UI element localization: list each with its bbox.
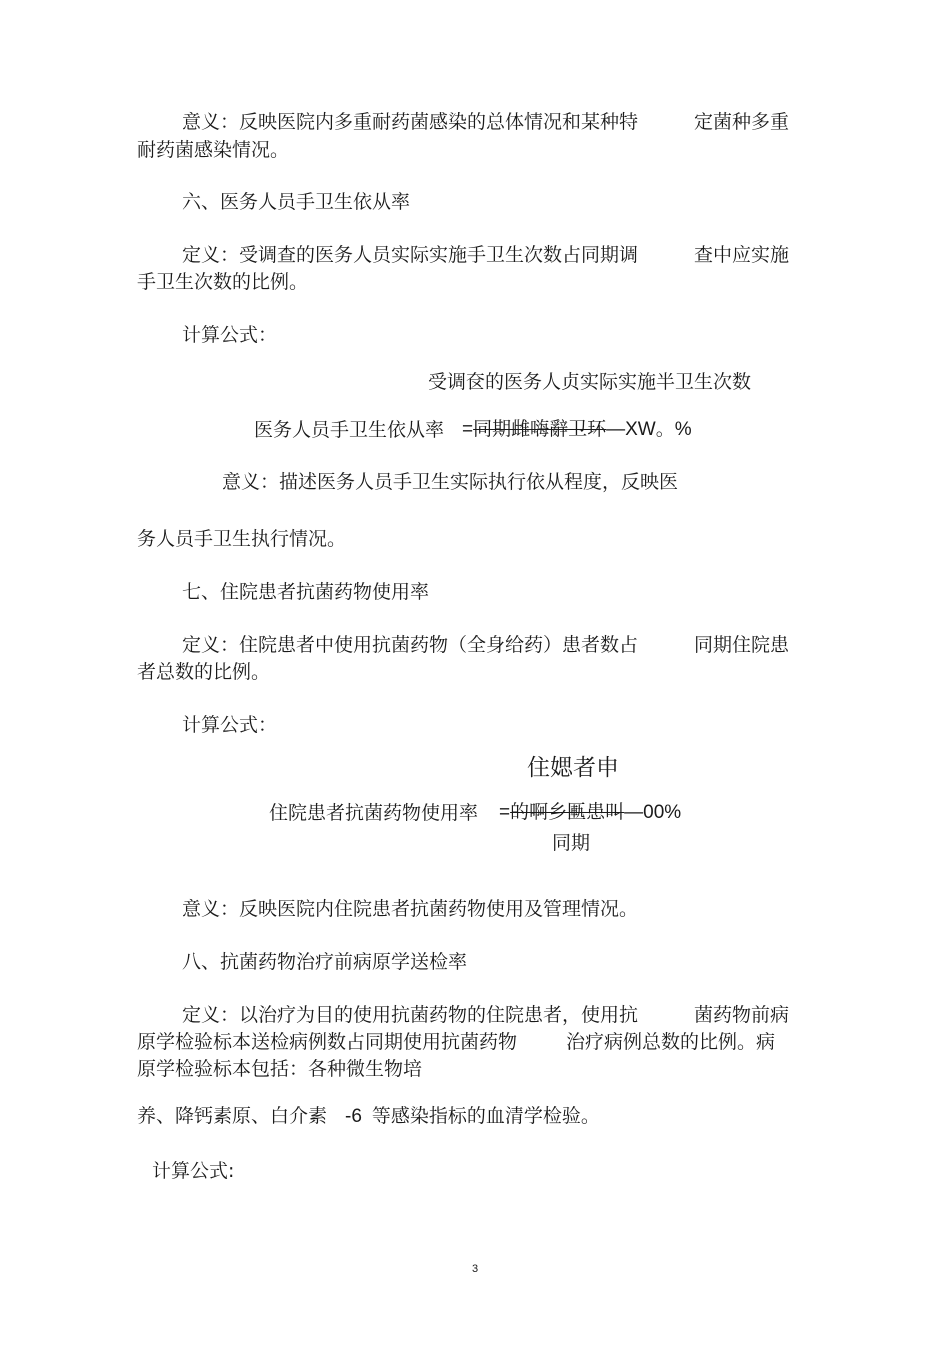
meaning-antibiotic-use: 意义：反映医院内住院患者抗菌药物使用及管理情况。 [182, 898, 639, 920]
heading-hand-hygiene: 六、医务人员手卫生依从率 [182, 191, 411, 213]
formula-numerator-antibiotic-use: 住媤者申 [527, 755, 619, 781]
definition-pathogen-line1-tail: 菌药物前病 [694, 1004, 790, 1026]
formula-label-hand-hygiene: 计算公式： [182, 324, 278, 346]
definition-pathogen-line4-part1: 养、降钙素原、白介素 [137, 1105, 328, 1127]
definition-antibiotic-use-line2: 者总数的比例。 [137, 661, 271, 683]
page-number: 3 [471, 1263, 479, 1275]
definition-antibiotic-use-line1-tail: 同期住院患 [694, 634, 790, 656]
heading-antibiotic-use: 七、住院患者抗菌药物使用率 [182, 581, 430, 603]
formula-rhs-hand-hygiene [462, 418, 692, 442]
definition-pathogen-line2-tail: 治疗病例总数的比例。病 [566, 1031, 776, 1053]
meaning-mdro-line1-tail: 定菌种多重 [694, 111, 790, 133]
formula-tail: —XW。% [606, 419, 692, 440]
formula-middle-struck: 的啊乡匭患叫 [510, 802, 625, 823]
formula-equals: = [499, 802, 511, 823]
formula-lhs-hand-hygiene: 医务人员手卫生依从率 [254, 419, 445, 441]
formula-tail: —00% [624, 802, 682, 823]
formula-numerator-hand-hygiene: 受调奁的医务人贞实际实施半卫生次数 [428, 371, 752, 393]
definition-pathogen-il6: -6 [345, 1106, 362, 1127]
definition-hand-hygiene-line1-tail: 查中应实施 [694, 244, 790, 266]
formula-denominator-antibiotic-use: 同期 [552, 832, 591, 854]
heading-pathogen-testing: 八、抗菌药物治疗前病原学送检率 [182, 951, 468, 973]
definition-hand-hygiene-line2: 手卫生次数的比例。 [137, 271, 309, 293]
meaning-mdro-line1: 意义：反映医院内多重耐药菌感染的总体情况和某种特 [182, 111, 639, 133]
definition-pathogen-line3: 原学检验标本包括：各种微生物培 [137, 1058, 423, 1080]
formula-denominator-struck: 同期雌嗨辭卫环 [473, 419, 607, 440]
formula-label-antibiotic-use: 计算公式： [182, 714, 278, 736]
definition-pathogen-line4 [137, 1104, 600, 1129]
meaning-mdro-line2: 耐药菌感染情况。 [137, 139, 290, 161]
meaning-hand-hygiene-line1: 意义：描述医务人员手卫生实际执行依从程度，反映医 [222, 471, 679, 493]
definition-pathogen-line4-part2: 等感染指标的血清学检验。 [371, 1105, 600, 1127]
formula-label-pathogen: 计算公式: [152, 1160, 235, 1182]
formula-lhs-antibiotic-use: 住院患者抗菌药物使用率 [269, 802, 479, 824]
formula-rhs-antibiotic-use [499, 801, 681, 825]
definition-pathogen-line1: 定义：以治疗为目的使用抗菌药物的住院患者，使用抗 [182, 1004, 639, 1026]
definition-antibiotic-use-line1: 定义：住院患者中使用抗菌药物（全身给药）患者数占 [182, 634, 639, 656]
meaning-hand-hygiene-line2: 务人员手卫生执行情况。 [137, 528, 347, 550]
definition-pathogen-line2: 原学检验标本送检病例数占同期使用抗菌药物 [137, 1031, 518, 1053]
formula-equals: = [462, 419, 474, 440]
definition-hand-hygiene-line1: 定义：受调查的医务人员实际实施手卫生次数占同期调 [182, 244, 639, 266]
